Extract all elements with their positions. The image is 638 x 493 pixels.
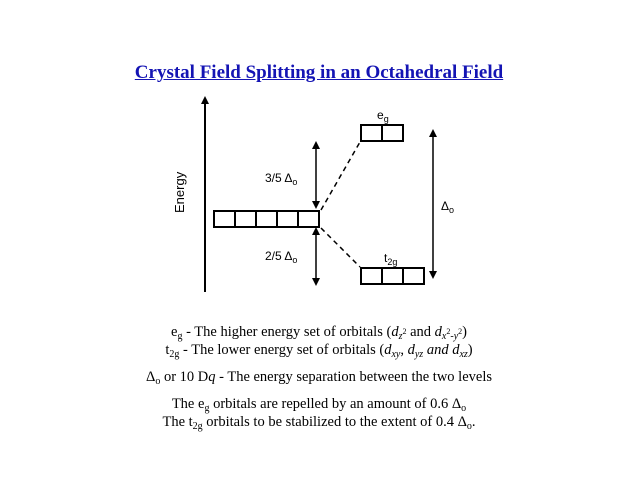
note-delta: $\Delta_o$ or 10 Dq - The energy separation between the two levels xyxy=(146,369,492,387)
orbital-box xyxy=(298,211,319,227)
orbital-box xyxy=(361,125,382,141)
two-fifths-label: 2/5 $\Delta_o$ xyxy=(265,249,298,265)
orbital-box xyxy=(403,268,424,284)
note-eg: $e_g$ - The higher energy set of orbitals ($d_{z^2}$ and $d_{x^2-y^2}$) xyxy=(171,324,467,342)
eg-orbital-set xyxy=(361,125,403,141)
note-eg-repelled: The $e_g$ orbitals are repelled by an amount of 0.6 $\Delta_o$ xyxy=(171,396,467,414)
orbital-box xyxy=(214,211,235,227)
note-t2g: $t_{2g}$ - The lower energy set of orbitals ($d_{xy}$, $d_{yz}$ and $d_{xz}$) xyxy=(165,342,473,360)
orbital-box xyxy=(235,211,256,227)
orbital-box xyxy=(382,268,403,284)
t2g-orbital-set xyxy=(361,268,424,284)
degenerate-orbital-set xyxy=(214,211,319,227)
connector-to-eg xyxy=(321,142,360,210)
delta-o-label: $\Delta_o$ xyxy=(441,199,455,215)
orbital-box xyxy=(361,268,382,284)
orbital-box xyxy=(277,211,298,227)
three-fifths-label: 3/5 $\Delta_o$ xyxy=(265,171,298,187)
page-title: Crystal Field Splitting in an Octahedral Field xyxy=(134,62,504,83)
orbital-box xyxy=(256,211,277,227)
eg-label: $e_g$ xyxy=(377,108,389,124)
note-t2g-stabilized: The $t_{2g}$ orbitals to be stabilized to the extent of 0.4 $\Delta_o$. xyxy=(162,414,476,432)
connector-to-t2g xyxy=(321,228,360,267)
energy-axis-label: Energy xyxy=(172,171,187,213)
orbital-box xyxy=(382,125,403,141)
t2g-label: $t_{2g}$ xyxy=(384,251,398,267)
